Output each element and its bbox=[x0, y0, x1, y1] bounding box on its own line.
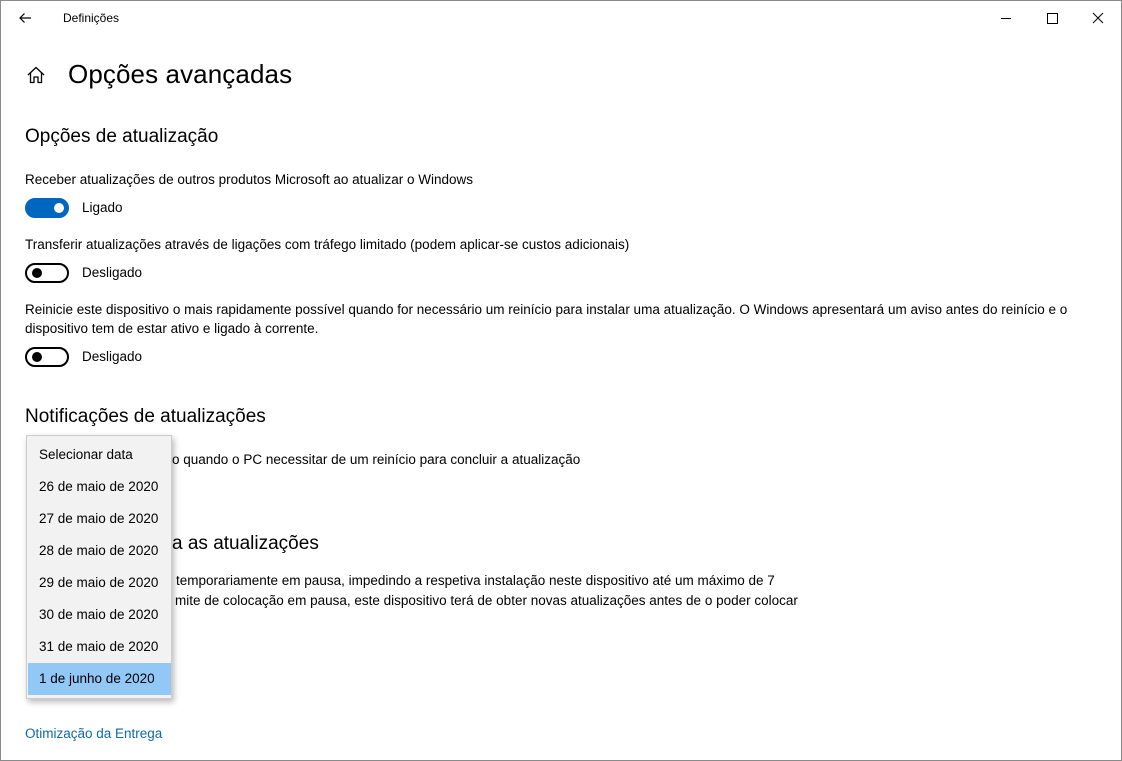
dropdown-option[interactable]: 31 de maio de 2020 bbox=[39, 639, 159, 654]
option-description: Receber atualizações de outros produtos Microsoft ao atualizar o Windows bbox=[25, 172, 473, 187]
toggle-metered-connections[interactable] bbox=[25, 263, 69, 283]
toggle-state-label: Desligado bbox=[82, 265, 143, 280]
pause-description-line: temporariamente em pausa, impedindo a respetiva instalação neste dispositivo até um máximo de 7 bbox=[176, 573, 775, 588]
section-title-notifications: Notificações de atualizações bbox=[25, 406, 266, 427]
dropdown-option-selected[interactable]: 1 de junho de 2020 bbox=[28, 663, 171, 695]
toggle-other-products[interactable] bbox=[25, 198, 69, 218]
dropdown-option[interactable]: 29 de maio de 2020 bbox=[39, 575, 159, 590]
close-button[interactable] bbox=[1075, 1, 1121, 35]
back-arrow-icon[interactable] bbox=[13, 5, 39, 31]
toggle-knob bbox=[54, 203, 64, 213]
dropdown-option[interactable]: 28 de maio de 2020 bbox=[39, 543, 159, 558]
title-bar bbox=[1, 1, 1121, 35]
section-title-pause: a as atualizações bbox=[172, 533, 319, 554]
page-title: Opções avançadas bbox=[68, 59, 293, 89]
toggle-knob bbox=[32, 352, 42, 362]
section-title-update-options: Opções de atualização bbox=[25, 126, 219, 147]
dropdown-option[interactable]: Selecionar data bbox=[39, 447, 133, 462]
minimize-button[interactable] bbox=[983, 1, 1029, 35]
toggle-restart-asap[interactable] bbox=[25, 347, 69, 367]
close-icon bbox=[1075, 1, 1121, 35]
dropdown-option[interactable]: 30 de maio de 2020 bbox=[39, 607, 159, 622]
maximize-button[interactable] bbox=[1029, 1, 1075, 35]
toggle-state-label: Desligado bbox=[82, 349, 143, 364]
notification-description: o quando o PC necessitar de um reinício para concluir a atualização bbox=[172, 452, 581, 467]
pause-description-line: mite de colocação em pausa, este dispositivo terá de obter novas atualizações antes de o poder colocar bbox=[175, 593, 798, 608]
dropdown-option[interactable]: 26 de maio de 2020 bbox=[39, 479, 159, 494]
window-title: Definições bbox=[63, 11, 120, 25]
maximize-icon bbox=[1029, 1, 1075, 35]
delivery-optimization-link[interactable]: Otimização da Entrega bbox=[25, 726, 163, 741]
minimize-icon bbox=[983, 1, 1029, 35]
toggle-state-label: Ligado bbox=[82, 200, 123, 215]
home-icon[interactable] bbox=[25, 64, 47, 86]
option-description: Reinicie este dispositivo o mais rapidamente possível quando for necessário um reinício para instalar uma atualização. O Windows apresentará um aviso antes do reinício e o dispositivo tem de estar ativo e ligado à corrente. bbox=[25, 302, 1068, 336]
option-description: Transferir atualizações através de ligações com tráfego limitado (podem aplicar-se custos adicionais) bbox=[25, 237, 630, 252]
pause-date-dropdown[interactable] bbox=[26, 435, 172, 699]
toggle-knob bbox=[32, 268, 42, 278]
dropdown-option[interactable]: 27 de maio de 2020 bbox=[39, 511, 159, 526]
